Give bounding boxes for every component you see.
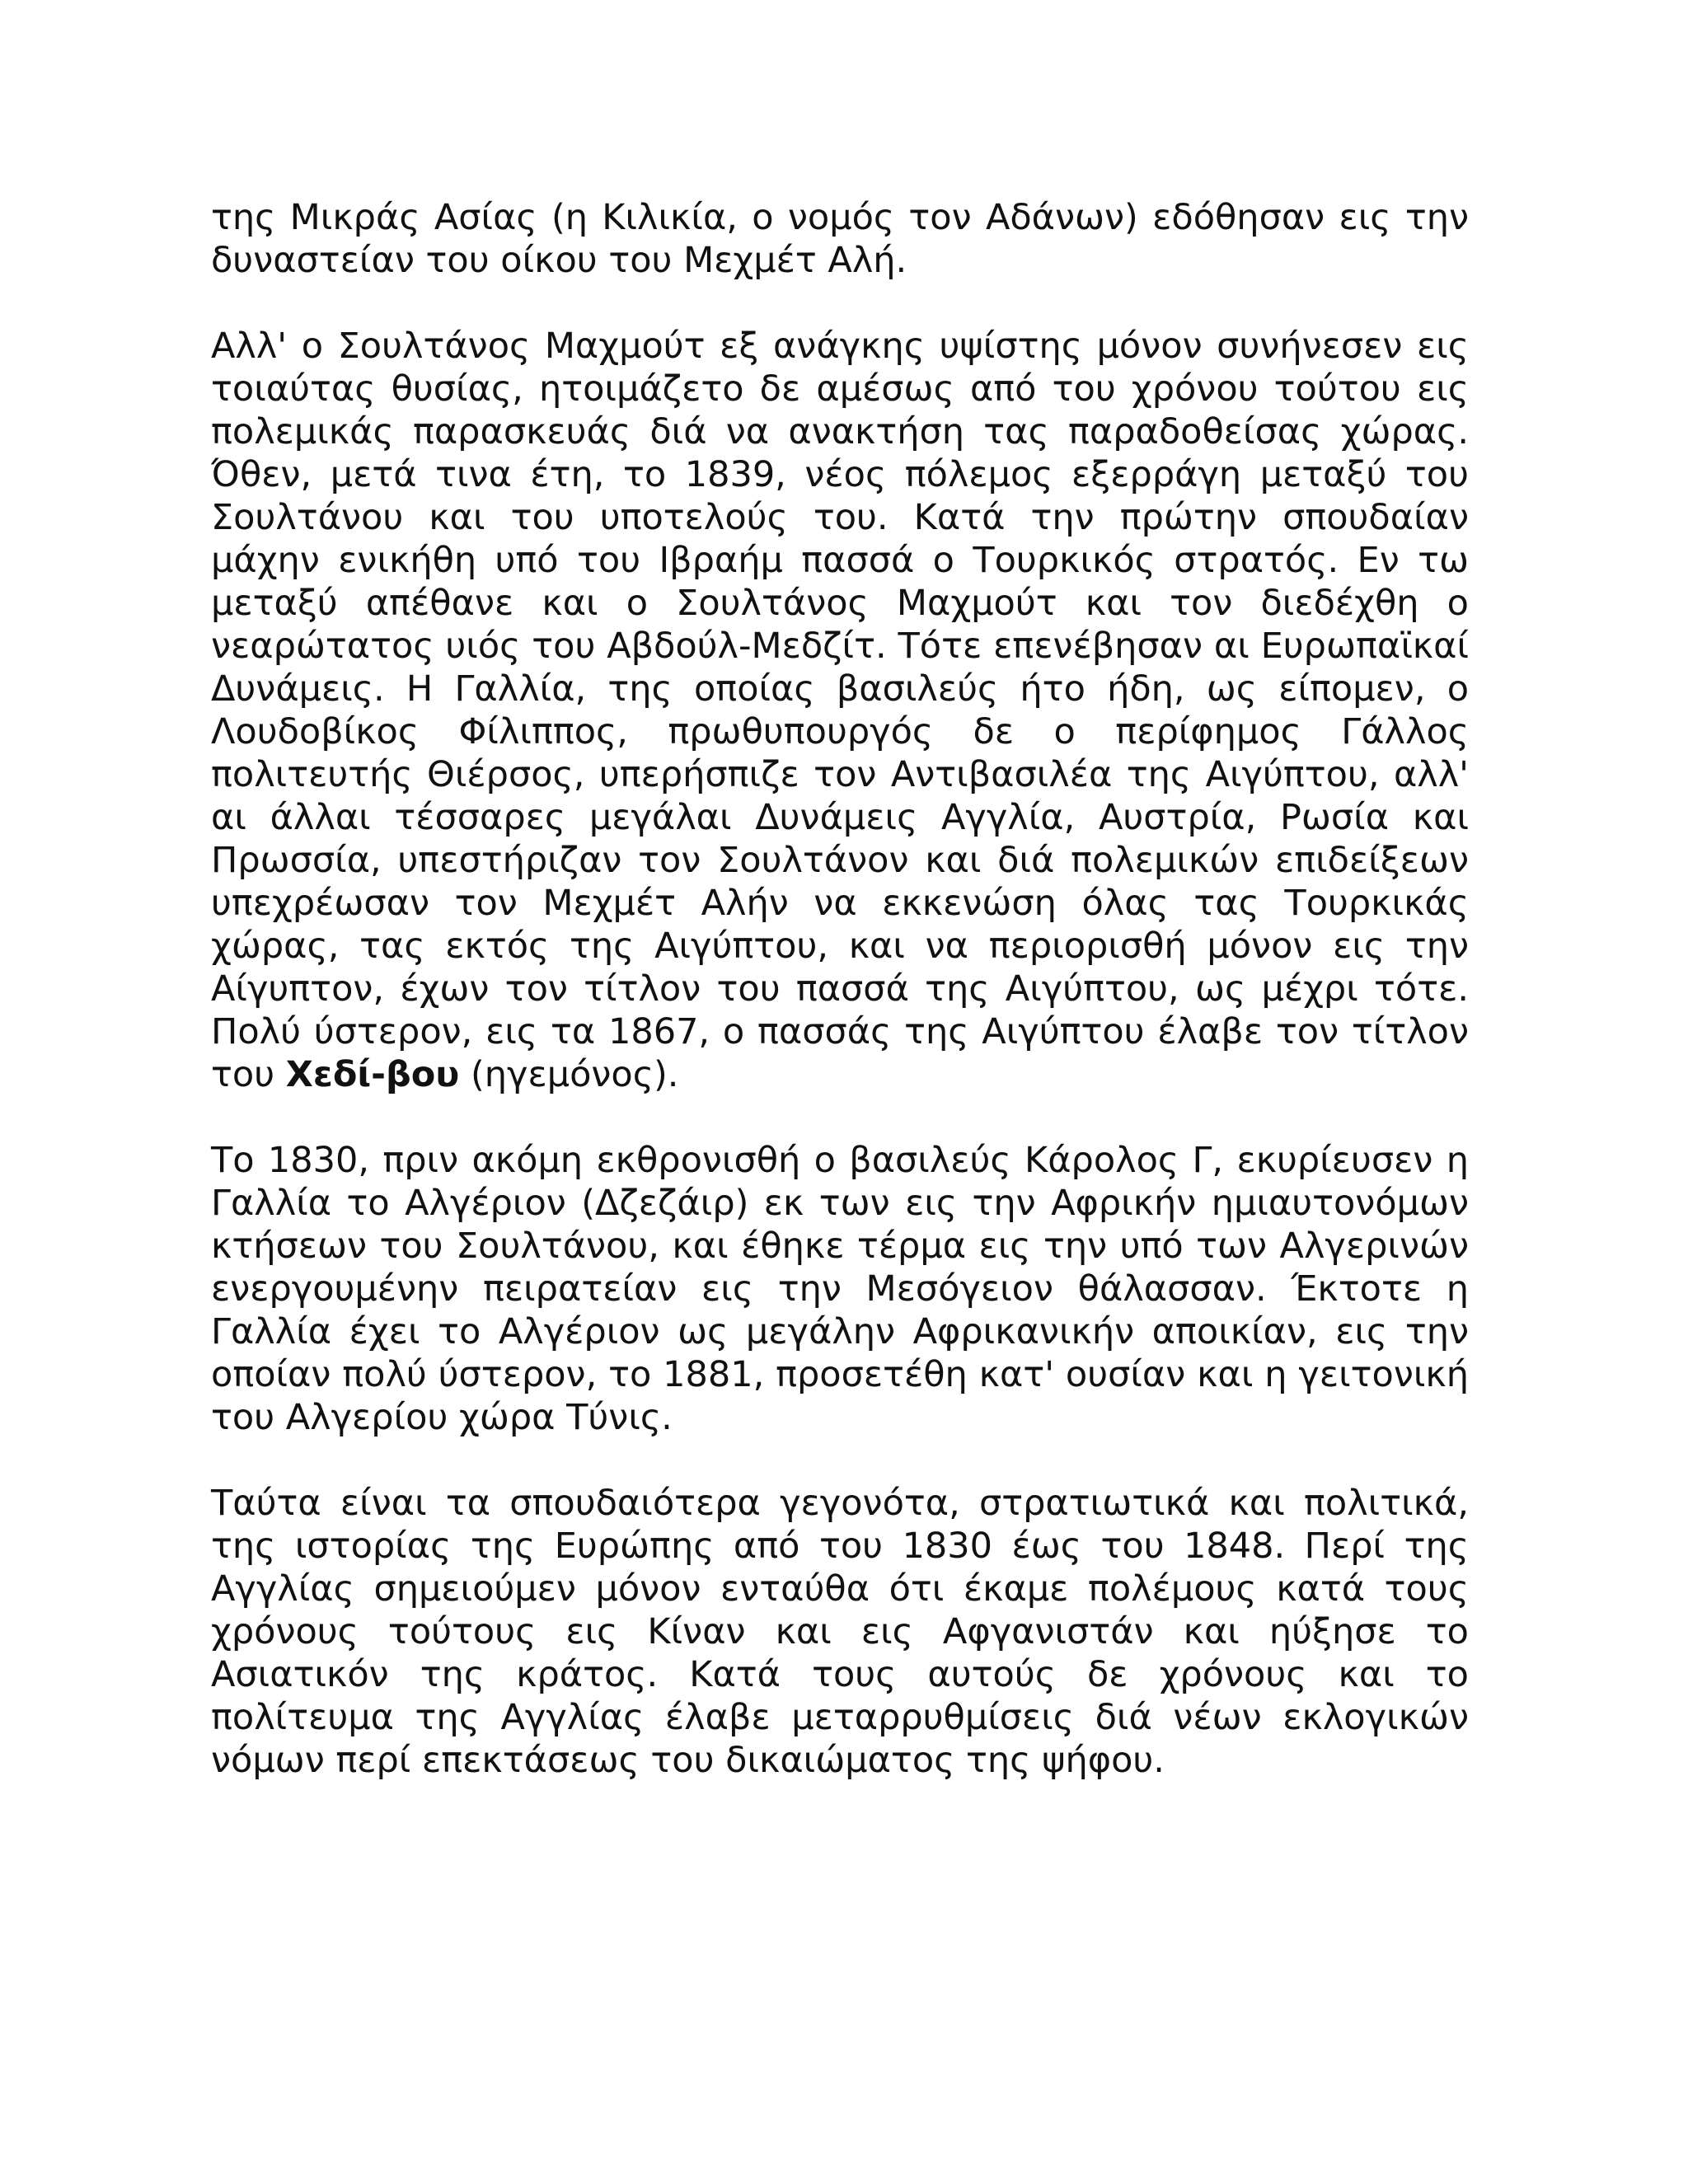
document-page (211, 196, 1469, 1782)
paragraph-3: Το 1830, πριν ακόμη εκθρονισθή ο βασιλεύς Κάρολος Γ, εκυρίευσεν η Γαλλία το Αλγέριον (Δζεζάιρ) εκ των εις την Αφρικήν ημιαυτονόμων κτήσεων του Σουλτάνου, και έθηκε τέρμα εις την υπό των Αλγερινών ενεργουμένην πειρατείαν εις την Μεσόγειον θάλασσαν. Έκτοτε η Γαλλία έχει το Αλγέριον ως μεγάλην Αφρικανικήν αποικίαν, εις την οποίαν πολύ ύστερον, το 1881, προσετέθη κατ' ουσίαν και η γειτονική του Αλγερίου χώρα Τύνις. (211, 1140, 1469, 1438)
paragraph-2-text-end: (ηγεμόνος). (459, 1054, 679, 1095)
paragraph-2-text: Αλλ' ο Σουλτάνος Μαχμούτ εξ ανάγκης υψίστης μόνον συνήνεσεν εις τοιαύτας θυσίας, ητοιμάζετο δε αμέσως από του χρόνου τούτου εις πολεμικάς παρασκευάς διά να ανακτήση τας παραδοθείσας χώρας. Όθεν, μετά τινα έτη, το 1839, νέος πόλεμος εξερράγη μεταξύ του Σουλτάνου και του υποτελούς του. Κατά την πρώτην σπουδαίαν μάχην ενικήθη υπό του Ιβραήμ πασσά ο Τουρκικός στρατός. Εν τω μεταξύ απέθανε και ο Σουλτάνος Μαχμούτ και τον διεδέχθη ο νεαρώτατος υιός του Αβδούλ-Μεδζίτ. Τότε επενέβησαν αι Ευρωπαϊκαί Δυνάμεις. Η Γαλλία, της οποίας βασιλεύς ήτο ήδη, ως είπομεν, ο Λουδοβίκος Φίλιππος, πρωθυπουργός δε ο περίφημος Γάλλος πολιτευτής Θιέρσος, υπερήσπιζε τον Αντιβασιλέα της Αιγύπτου, αλλ' αι άλλαι τέσσαρες μεγάλαι Δυνάμεις Αγγλία, Αυστρία, Ρωσία και Πρωσσία, υπεστήριζαν τον Σουλτάνον και διά πολεμικών επιδείξεων υπεχρέωσαν τον Μεχμέτ Αλήν να εκκενώση όλας τας Τουρκικάς χώρας, τας εκτός της Αιγύπτου, και να περιορισθή μόνον εις την Αίγυπτον, έχων τον τίτλον του πασσά της Αιγύπτου, ως μέχρι τότε. Πολύ ύστερον, εις τα 1867, ο πασσάς της Αιγύπτου έλαβε τον τίτλον του (211, 326, 1469, 1095)
paragraph-4: Ταύτα είναι τα σπουδαιότερα γεγονότα, στρατιωτικά και πολιτικά, της ιστορίας της Ευρώπης από του 1830 έως του 1848. Περί της Αγγλίας σημειούμεν μόνον ενταύθα ότι έκαμε πολέμους κατά τους χρόνους τούτους εις Κίναν και εις Αφγανιστάν και ηύξησε το Ασιατικόν της κράτος. Κατά τους αυτούς δε χρόνους και το πολίτευμα της Αγγλίας έλαβε μεταρρυθμίσεις διά νέων εκλογικών νόμων περί επεκτάσεως του δικαιώματος της ψήφου. (211, 1483, 1469, 1781)
bold-term-khedive: Χεδί-βου (285, 1054, 460, 1095)
paragraph-1: της Μικράς Ασίας (η Κιλικία, ο νομός τον Αδάνων) εδόθησαν εις την δυναστείαν του οίκου του Μεχμέτ Αλή. (211, 197, 1469, 281)
paragraph-2 (211, 325, 1469, 1096)
